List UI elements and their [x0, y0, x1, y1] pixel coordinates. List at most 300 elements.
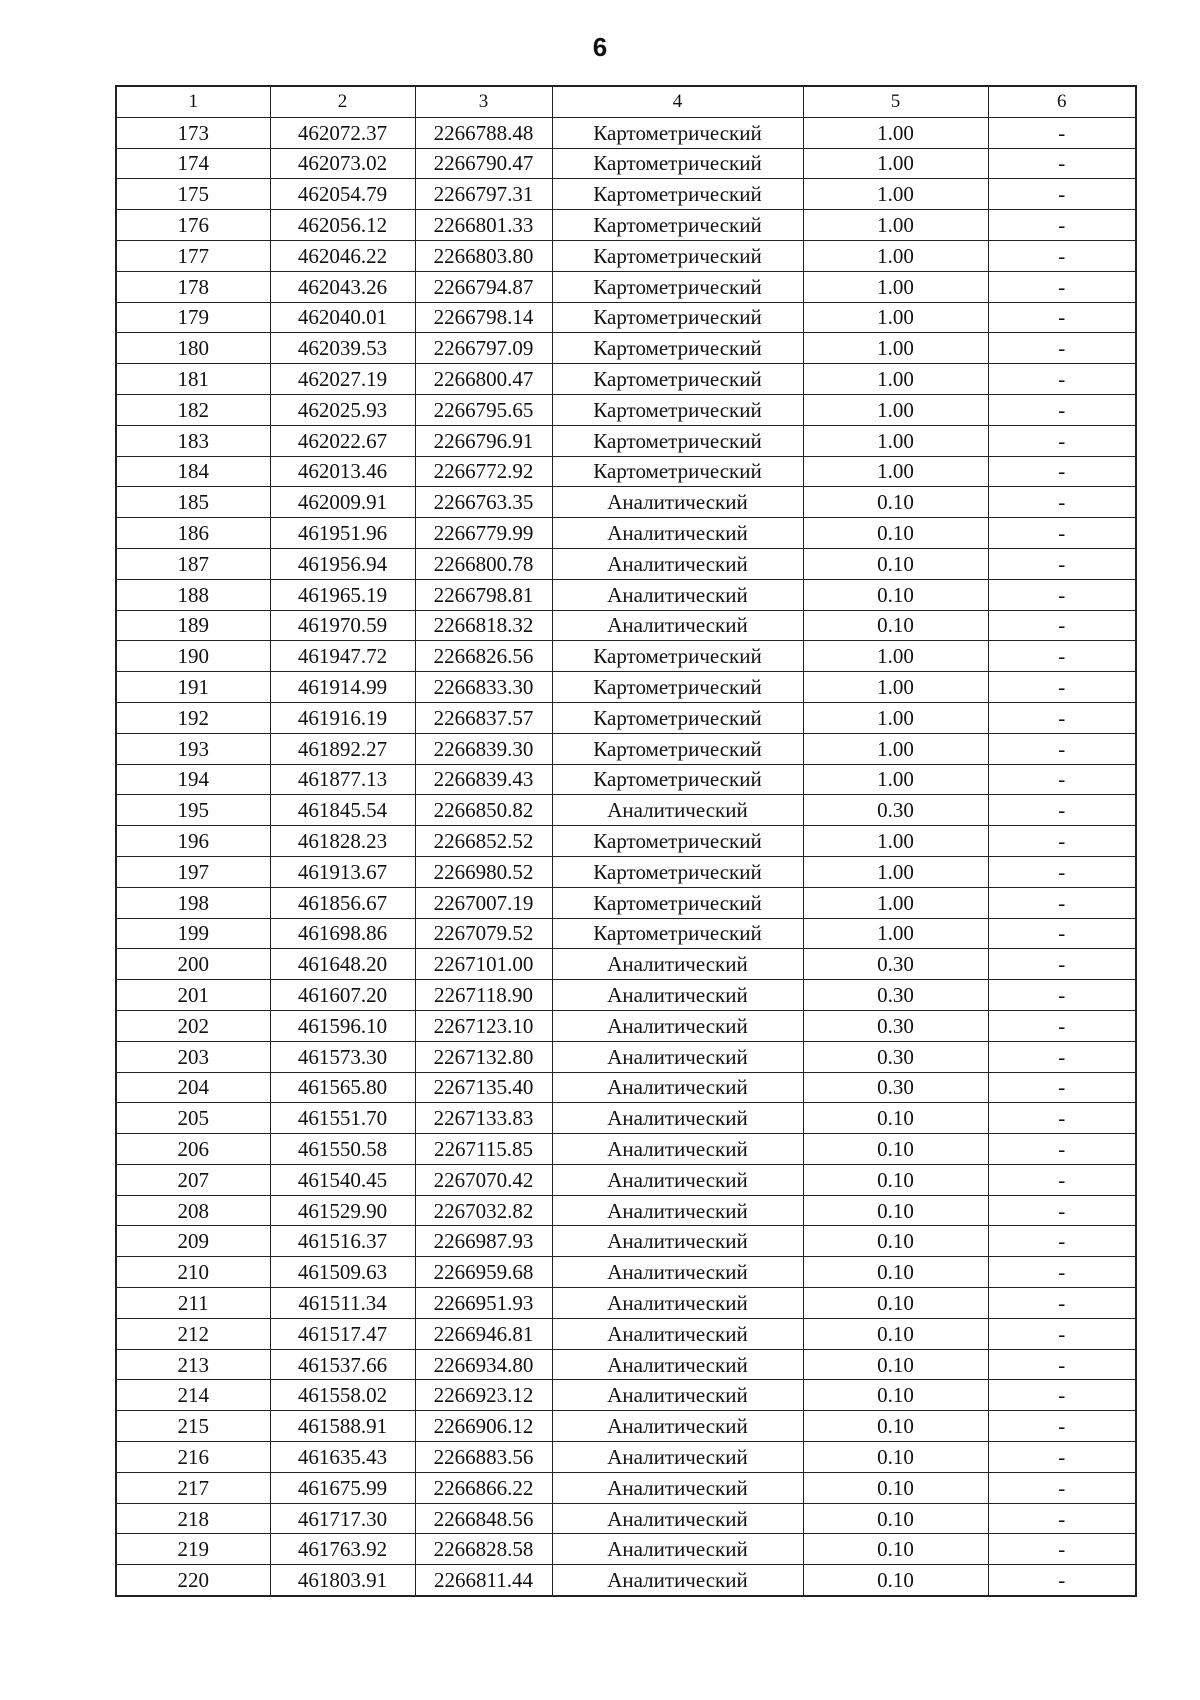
- point-number-cell: 177: [116, 240, 270, 271]
- x-coordinate-cell: 461648.20: [270, 949, 415, 980]
- table-row: [116, 518, 1136, 549]
- table-row: [116, 148, 1136, 179]
- note-cell: -: [988, 1134, 1136, 1165]
- accuracy-cell: 0.10: [803, 579, 988, 610]
- x-coordinate-cell: 461803.91: [270, 1565, 415, 1596]
- table-row: [116, 425, 1136, 456]
- accuracy-cell: 1.00: [803, 733, 988, 764]
- method-cell: Аналитический: [552, 795, 803, 826]
- method-cell: Аналитический: [552, 1565, 803, 1596]
- table-row: [116, 456, 1136, 487]
- note-cell: -: [988, 764, 1136, 795]
- accuracy-cell: 1.00: [803, 764, 988, 795]
- method-cell: Аналитический: [552, 518, 803, 549]
- method-cell: Аналитический: [552, 548, 803, 579]
- method-cell: Аналитический: [552, 579, 803, 610]
- note-cell: -: [988, 394, 1136, 425]
- column-header: 1: [116, 86, 270, 117]
- x-coordinate-cell: 462056.12: [270, 210, 415, 241]
- table-row: [116, 1072, 1136, 1103]
- y-coordinate-cell: 2266959.68: [415, 1257, 552, 1288]
- note-cell: -: [988, 1195, 1136, 1226]
- x-coordinate-cell: 462072.37: [270, 117, 415, 148]
- y-coordinate-cell: 2266934.80: [415, 1349, 552, 1380]
- point-number-cell: 181: [116, 364, 270, 395]
- table-row: [116, 1010, 1136, 1041]
- method-cell: Картометрический: [552, 394, 803, 425]
- table-row: [116, 918, 1136, 949]
- x-coordinate-cell: 461607.20: [270, 980, 415, 1011]
- note-cell: -: [988, 456, 1136, 487]
- accuracy-cell: 0.10: [803, 487, 988, 518]
- note-cell: -: [988, 518, 1136, 549]
- method-cell: Картометрический: [552, 733, 803, 764]
- x-coordinate-cell: 462073.02: [270, 148, 415, 179]
- accuracy-cell: 1.00: [803, 672, 988, 703]
- point-number-cell: 209: [116, 1226, 270, 1257]
- point-number-cell: 201: [116, 980, 270, 1011]
- y-coordinate-cell: 2266980.52: [415, 856, 552, 887]
- y-coordinate-cell: 2267115.85: [415, 1134, 552, 1165]
- accuracy-cell: 0.10: [803, 1288, 988, 1319]
- table-row: [116, 210, 1136, 241]
- point-number-cell: 204: [116, 1072, 270, 1103]
- table-row: [116, 610, 1136, 641]
- table-row: [116, 487, 1136, 518]
- method-cell: Аналитический: [552, 1195, 803, 1226]
- y-coordinate-cell: 2266800.47: [415, 364, 552, 395]
- table-row: [116, 1380, 1136, 1411]
- method-cell: Аналитический: [552, 610, 803, 641]
- y-coordinate-cell: 2266763.35: [415, 487, 552, 518]
- note-cell: -: [988, 641, 1136, 672]
- column-header: 3: [415, 86, 552, 117]
- point-number-cell: 176: [116, 210, 270, 241]
- accuracy-cell: 0.10: [803, 1195, 988, 1226]
- method-cell: Картометрический: [552, 672, 803, 703]
- y-coordinate-cell: 2266946.81: [415, 1318, 552, 1349]
- note-cell: -: [988, 918, 1136, 949]
- note-cell: -: [988, 148, 1136, 179]
- y-coordinate-cell: 2266850.82: [415, 795, 552, 826]
- table-row: [116, 1442, 1136, 1473]
- point-number-cell: 196: [116, 826, 270, 857]
- note-cell: -: [988, 1349, 1136, 1380]
- point-number-cell: 178: [116, 271, 270, 302]
- y-coordinate-cell: 2266794.87: [415, 271, 552, 302]
- accuracy-cell: 1.00: [803, 856, 988, 887]
- table-row: [116, 1503, 1136, 1534]
- note-cell: -: [988, 1318, 1136, 1349]
- note-cell: -: [988, 302, 1136, 333]
- table-row: [116, 1103, 1136, 1134]
- note-cell: -: [988, 1380, 1136, 1411]
- point-number-cell: 202: [116, 1010, 270, 1041]
- accuracy-cell: 1.00: [803, 179, 988, 210]
- x-coordinate-cell: 461596.10: [270, 1010, 415, 1041]
- note-cell: -: [988, 1411, 1136, 1442]
- accuracy-cell: 0.10: [803, 610, 988, 641]
- note-cell: -: [988, 271, 1136, 302]
- y-coordinate-cell: 2266828.58: [415, 1534, 552, 1565]
- point-number-cell: 199: [116, 918, 270, 949]
- x-coordinate-cell: 461537.66: [270, 1349, 415, 1380]
- note-cell: -: [988, 548, 1136, 579]
- accuracy-cell: 0.10: [803, 1226, 988, 1257]
- point-number-cell: 187: [116, 548, 270, 579]
- point-number-cell: 184: [116, 456, 270, 487]
- x-coordinate-cell: 461845.54: [270, 795, 415, 826]
- point-number-cell: 192: [116, 702, 270, 733]
- point-number-cell: 195: [116, 795, 270, 826]
- method-cell: Аналитический: [552, 1164, 803, 1195]
- note-cell: -: [988, 1010, 1136, 1041]
- x-coordinate-cell: 462027.19: [270, 364, 415, 395]
- column-header: 5: [803, 86, 988, 117]
- y-coordinate-cell: 2266906.12: [415, 1411, 552, 1442]
- note-cell: -: [988, 826, 1136, 857]
- table-row: [116, 826, 1136, 857]
- method-cell: Аналитический: [552, 1226, 803, 1257]
- point-number-cell: 188: [116, 579, 270, 610]
- point-number-cell: 194: [116, 764, 270, 795]
- method-cell: Картометрический: [552, 456, 803, 487]
- note-cell: -: [988, 1103, 1136, 1134]
- point-number-cell: 206: [116, 1134, 270, 1165]
- x-coordinate-cell: 461517.47: [270, 1318, 415, 1349]
- accuracy-cell: 0.10: [803, 1318, 988, 1349]
- note-cell: -: [988, 1257, 1136, 1288]
- note-cell: -: [988, 1164, 1136, 1195]
- y-coordinate-cell: 2266796.91: [415, 425, 552, 456]
- accuracy-cell: 0.10: [803, 518, 988, 549]
- table-row: [116, 548, 1136, 579]
- point-number-cell: 203: [116, 1041, 270, 1072]
- point-number-cell: 189: [116, 610, 270, 641]
- method-cell: Картометрический: [552, 364, 803, 395]
- y-coordinate-cell: 2266987.93: [415, 1226, 552, 1257]
- table-row: [116, 980, 1136, 1011]
- x-coordinate-cell: 461573.30: [270, 1041, 415, 1072]
- table-row: [116, 1195, 1136, 1226]
- x-coordinate-cell: 461516.37: [270, 1226, 415, 1257]
- accuracy-cell: 0.10: [803, 1411, 988, 1442]
- point-number-cell: 212: [116, 1318, 270, 1349]
- x-coordinate-cell: 461763.92: [270, 1534, 415, 1565]
- accuracy-cell: 0.10: [803, 1380, 988, 1411]
- method-cell: Аналитический: [552, 487, 803, 518]
- point-number-cell: 191: [116, 672, 270, 703]
- table-row: [116, 179, 1136, 210]
- x-coordinate-cell: 462040.01: [270, 302, 415, 333]
- x-coordinate-cell: 461914.99: [270, 672, 415, 703]
- point-number-cell: 211: [116, 1288, 270, 1319]
- table-row: [116, 1565, 1136, 1596]
- method-cell: Аналитический: [552, 1503, 803, 1534]
- table-row: [116, 733, 1136, 764]
- accuracy-cell: 1.00: [803, 702, 988, 733]
- table-row: [116, 1411, 1136, 1442]
- x-coordinate-cell: 461698.86: [270, 918, 415, 949]
- table-row: [116, 702, 1136, 733]
- accuracy-cell: 1.00: [803, 641, 988, 672]
- accuracy-cell: 1.00: [803, 117, 988, 148]
- x-coordinate-cell: 461529.90: [270, 1195, 415, 1226]
- y-coordinate-cell: 2266883.56: [415, 1442, 552, 1473]
- note-cell: -: [988, 1226, 1136, 1257]
- method-cell: Картометрический: [552, 271, 803, 302]
- note-cell: -: [988, 1472, 1136, 1503]
- table-row: [116, 579, 1136, 610]
- x-coordinate-cell: 461947.72: [270, 641, 415, 672]
- x-coordinate-cell: 461951.96: [270, 518, 415, 549]
- point-number-cell: 197: [116, 856, 270, 887]
- y-coordinate-cell: 2267118.90: [415, 980, 552, 1011]
- table-row: [116, 302, 1136, 333]
- note-cell: -: [988, 672, 1136, 703]
- y-coordinate-cell: 2267007.19: [415, 887, 552, 918]
- y-coordinate-cell: 2266803.80: [415, 240, 552, 271]
- method-cell: Аналитический: [552, 1411, 803, 1442]
- x-coordinate-cell: 461717.30: [270, 1503, 415, 1534]
- method-cell: Аналитический: [552, 1349, 803, 1380]
- note-cell: -: [988, 733, 1136, 764]
- point-number-cell: 207: [116, 1164, 270, 1195]
- x-coordinate-cell: 461856.67: [270, 887, 415, 918]
- x-coordinate-cell: 461558.02: [270, 1380, 415, 1411]
- note-cell: -: [988, 1565, 1136, 1596]
- accuracy-cell: 0.10: [803, 548, 988, 579]
- accuracy-cell: 0.10: [803, 1257, 988, 1288]
- table-row: [116, 1288, 1136, 1319]
- accuracy-cell: 1.00: [803, 456, 988, 487]
- method-cell: Картометрический: [552, 148, 803, 179]
- x-coordinate-cell: 461588.91: [270, 1411, 415, 1442]
- table-row: [116, 1226, 1136, 1257]
- point-number-cell: 193: [116, 733, 270, 764]
- method-cell: Картометрический: [552, 826, 803, 857]
- x-coordinate-cell: 462043.26: [270, 271, 415, 302]
- y-coordinate-cell: 2266772.92: [415, 456, 552, 487]
- method-cell: Картометрический: [552, 764, 803, 795]
- method-cell: Картометрический: [552, 179, 803, 210]
- y-coordinate-cell: 2266848.56: [415, 1503, 552, 1534]
- y-coordinate-cell: 2267079.52: [415, 918, 552, 949]
- accuracy-cell: 0.30: [803, 949, 988, 980]
- point-number-cell: 213: [116, 1349, 270, 1380]
- method-cell: Аналитический: [552, 949, 803, 980]
- point-number-cell: 183: [116, 425, 270, 456]
- header-row: [116, 86, 1136, 117]
- method-cell: Картометрический: [552, 210, 803, 241]
- method-cell: Картометрический: [552, 918, 803, 949]
- method-cell: Картометрический: [552, 240, 803, 271]
- table-row: [116, 641, 1136, 672]
- note-cell: -: [988, 240, 1136, 271]
- column-header: 2: [270, 86, 415, 117]
- note-cell: -: [988, 795, 1136, 826]
- note-cell: -: [988, 364, 1136, 395]
- method-cell: Картометрический: [552, 117, 803, 148]
- note-cell: -: [988, 210, 1136, 241]
- table-body: [116, 117, 1136, 1596]
- accuracy-cell: 0.30: [803, 980, 988, 1011]
- column-header: 6: [988, 86, 1136, 117]
- method-cell: Аналитический: [552, 1442, 803, 1473]
- method-cell: Картометрический: [552, 856, 803, 887]
- x-coordinate-cell: 462022.67: [270, 425, 415, 456]
- y-coordinate-cell: 2267101.00: [415, 949, 552, 980]
- point-number-cell: 180: [116, 333, 270, 364]
- note-cell: -: [988, 487, 1136, 518]
- accuracy-cell: 0.10: [803, 1472, 988, 1503]
- table-row: [116, 117, 1136, 148]
- y-coordinate-cell: 2267133.83: [415, 1103, 552, 1134]
- note-cell: -: [988, 1041, 1136, 1072]
- accuracy-cell: 1.00: [803, 210, 988, 241]
- point-number-cell: 175: [116, 179, 270, 210]
- y-coordinate-cell: 2266795.65: [415, 394, 552, 425]
- note-cell: -: [988, 702, 1136, 733]
- y-coordinate-cell: 2266798.81: [415, 579, 552, 610]
- accuracy-cell: 1.00: [803, 302, 988, 333]
- method-cell: Аналитический: [552, 1380, 803, 1411]
- table-row: [116, 1257, 1136, 1288]
- method-cell: Аналитический: [552, 1134, 803, 1165]
- accuracy-cell: 1.00: [803, 333, 988, 364]
- accuracy-cell: 1.00: [803, 394, 988, 425]
- y-coordinate-cell: 2266852.52: [415, 826, 552, 857]
- accuracy-cell: 0.10: [803, 1134, 988, 1165]
- table-row: [116, 1041, 1136, 1072]
- y-coordinate-cell: 2266798.14: [415, 302, 552, 333]
- point-number-cell: 179: [116, 302, 270, 333]
- x-coordinate-cell: 461675.99: [270, 1472, 415, 1503]
- note-cell: -: [988, 980, 1136, 1011]
- table-header: [116, 86, 1136, 117]
- y-coordinate-cell: 2266866.22: [415, 1472, 552, 1503]
- point-number-cell: 200: [116, 949, 270, 980]
- note-cell: -: [988, 425, 1136, 456]
- x-coordinate-cell: 461551.70: [270, 1103, 415, 1134]
- note-cell: -: [988, 333, 1136, 364]
- accuracy-cell: 0.10: [803, 1164, 988, 1195]
- point-number-cell: 208: [116, 1195, 270, 1226]
- note-cell: -: [988, 179, 1136, 210]
- page-number: 6: [592, 32, 608, 62]
- y-coordinate-cell: 2266951.93: [415, 1288, 552, 1319]
- accuracy-cell: 0.10: [803, 1565, 988, 1596]
- note-cell: -: [988, 579, 1136, 610]
- point-number-cell: 218: [116, 1503, 270, 1534]
- y-coordinate-cell: 2266839.30: [415, 733, 552, 764]
- note-cell: -: [988, 1534, 1136, 1565]
- y-coordinate-cell: 2267070.42: [415, 1164, 552, 1195]
- table-row: [116, 949, 1136, 980]
- method-cell: Аналитический: [552, 1010, 803, 1041]
- method-cell: Аналитический: [552, 1288, 803, 1319]
- method-cell: Аналитический: [552, 1103, 803, 1134]
- accuracy-cell: 0.30: [803, 795, 988, 826]
- y-coordinate-cell: 2266826.56: [415, 641, 552, 672]
- x-coordinate-cell: 461877.13: [270, 764, 415, 795]
- method-cell: Аналитический: [552, 1534, 803, 1565]
- x-coordinate-cell: 462039.53: [270, 333, 415, 364]
- method-cell: Картометрический: [552, 333, 803, 364]
- table-row: [116, 1318, 1136, 1349]
- accuracy-cell: 0.30: [803, 1041, 988, 1072]
- accuracy-cell: 0.10: [803, 1442, 988, 1473]
- table-row: [116, 1534, 1136, 1565]
- table-row: [116, 1349, 1136, 1380]
- y-coordinate-cell: 2266779.99: [415, 518, 552, 549]
- note-cell: -: [988, 949, 1136, 980]
- method-cell: Аналитический: [552, 1072, 803, 1103]
- coordinates-table: [115, 85, 1137, 1597]
- point-number-cell: 215: [116, 1411, 270, 1442]
- point-number-cell: 205: [116, 1103, 270, 1134]
- y-coordinate-cell: 2266818.32: [415, 610, 552, 641]
- y-coordinate-cell: 2266800.78: [415, 548, 552, 579]
- y-coordinate-cell: 2266811.44: [415, 1565, 552, 1596]
- point-number-cell: 182: [116, 394, 270, 425]
- y-coordinate-cell: 2266801.33: [415, 210, 552, 241]
- x-coordinate-cell: 461509.63: [270, 1257, 415, 1288]
- y-coordinate-cell: 2266790.47: [415, 148, 552, 179]
- accuracy-cell: 1.00: [803, 364, 988, 395]
- table-row: [116, 364, 1136, 395]
- accuracy-cell: 1.00: [803, 826, 988, 857]
- x-coordinate-cell: 461828.23: [270, 826, 415, 857]
- note-cell: -: [988, 1503, 1136, 1534]
- note-cell: -: [988, 610, 1136, 641]
- x-coordinate-cell: 461892.27: [270, 733, 415, 764]
- note-cell: -: [988, 1442, 1136, 1473]
- accuracy-cell: 0.10: [803, 1349, 988, 1380]
- accuracy-cell: 1.00: [803, 425, 988, 456]
- note-cell: -: [988, 856, 1136, 887]
- note-cell: -: [988, 887, 1136, 918]
- accuracy-cell: 0.10: [803, 1503, 988, 1534]
- method-cell: Аналитический: [552, 1472, 803, 1503]
- accuracy-cell: 0.10: [803, 1534, 988, 1565]
- point-number-cell: 210: [116, 1257, 270, 1288]
- note-cell: -: [988, 1288, 1136, 1319]
- x-coordinate-cell: 462009.91: [270, 487, 415, 518]
- x-coordinate-cell: 461970.59: [270, 610, 415, 641]
- method-cell: Аналитический: [552, 1041, 803, 1072]
- x-coordinate-cell: 461913.67: [270, 856, 415, 887]
- method-cell: Картометрический: [552, 425, 803, 456]
- table-row: [116, 271, 1136, 302]
- y-coordinate-cell: 2266788.48: [415, 117, 552, 148]
- table-row: [116, 764, 1136, 795]
- method-cell: Картометрический: [552, 641, 803, 672]
- x-coordinate-cell: 461965.19: [270, 579, 415, 610]
- method-cell: Аналитический: [552, 1318, 803, 1349]
- table-row: [116, 795, 1136, 826]
- x-coordinate-cell: 461540.45: [270, 1164, 415, 1195]
- method-cell: Картометрический: [552, 887, 803, 918]
- accuracy-cell: 0.10: [803, 1103, 988, 1134]
- y-coordinate-cell: 2267135.40: [415, 1072, 552, 1103]
- y-coordinate-cell: 2266797.31: [415, 179, 552, 210]
- point-number-cell: 186: [116, 518, 270, 549]
- accuracy-cell: 1.00: [803, 918, 988, 949]
- x-coordinate-cell: 461635.43: [270, 1442, 415, 1473]
- x-coordinate-cell: 462013.46: [270, 456, 415, 487]
- y-coordinate-cell: 2266839.43: [415, 764, 552, 795]
